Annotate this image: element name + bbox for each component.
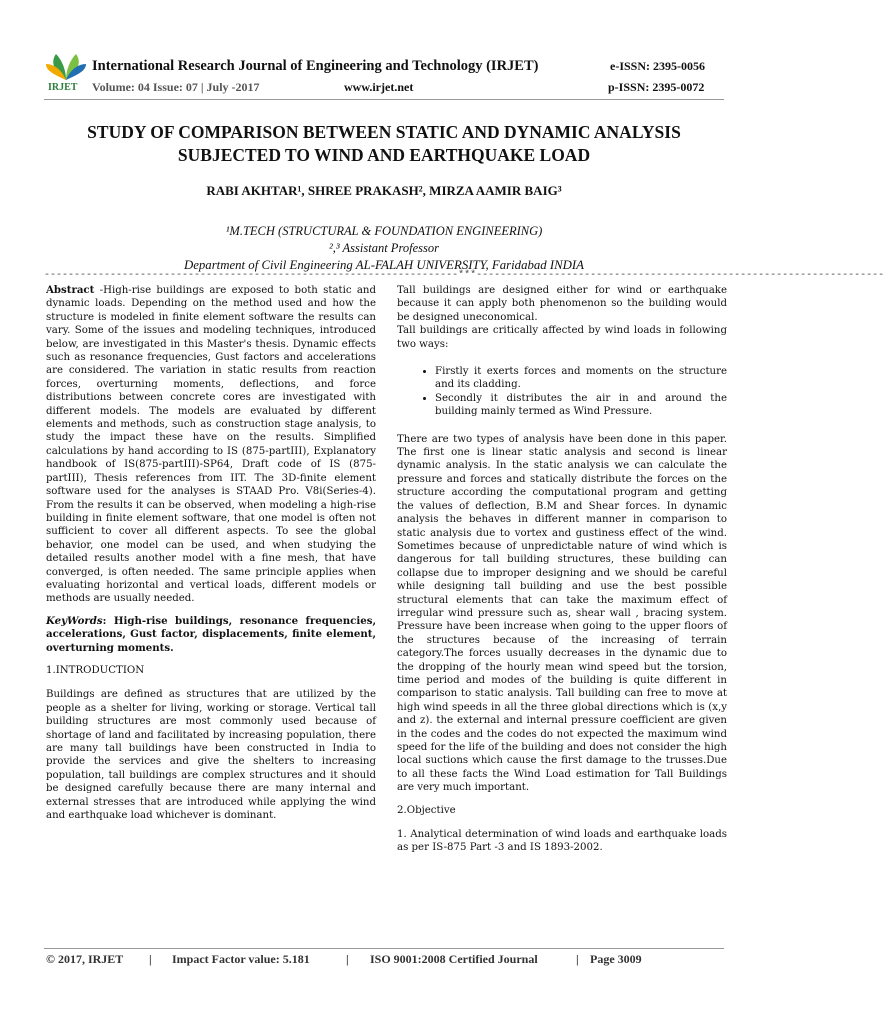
header-divider (44, 99, 724, 100)
footer-divider (44, 948, 724, 949)
journal-title: International Research Journal of Engineering and Technology (IRJET) (92, 58, 539, 74)
left-column (46, 284, 376, 831)
section-heading-objective: 2.Objective (397, 804, 456, 816)
paper-title-line: STUDY OF COMPARISON BETWEEN STATIC AND DYNAMIC ANALYSIS (87, 122, 681, 142)
p-issn: p-ISSN: 2395-0072 (608, 80, 705, 94)
footer-divider-bar: | (149, 952, 152, 966)
paper-title-line: SUBJECTED TO WIND AND EARTHQUAKE LOAD (177, 145, 591, 165)
keywords-label: KeyWords (46, 614, 103, 627)
paper-authors: RABI AKHTAR¹, SHREE PRAKASH², MIRZA AAMIR BAIG³ (206, 183, 562, 198)
leaf-logo-icon (44, 52, 88, 82)
affiliation-line: Department of Civil Engineering AL-FALAH UNIVERSITY, Faridabad INDIA (183, 258, 584, 272)
logo-text: IRJET (48, 82, 78, 93)
footer-impact-factor: Impact Factor value: 5.181 (172, 952, 310, 966)
right-column (397, 284, 727, 864)
footer-divider-bar: | (346, 952, 349, 966)
abstract (46, 284, 376, 606)
affiliation-line: ²,³ Assistant Professor (329, 241, 439, 255)
introduction-text: Buildings are defined as structures that are utilized by the people as a shelter for living, working or storage. Vertical tall building structures are most commonly used because of shortage of land and facilitated by increasing population, there are many tall buildings have been constructed in India to provide the services and give the shelters to increasing population, tall buildings are complex structures and it should be designed carefully because there are many internal and external stresses that are introduced while applying the wind and earthquake load whichever is dominant. (46, 689, 376, 822)
list-item: • Firstly it exerts forces and moments on the structure and its cladding. (435, 365, 727, 392)
paper-title (40, 121, 728, 167)
keywords (46, 615, 376, 655)
footer-divider-bar: | (576, 952, 579, 966)
footer-iso: ISO 9001:2008 Certified Journal (370, 952, 538, 966)
keywords-text: : High-rise buildings, resonance frequencies, accelerations, Gust factor, displacements, finite element, overturning moments. (46, 614, 376, 654)
list-item: • Secondly it distributes the air in and around the building mainly termed as Wind Pressure. (435, 392, 727, 419)
affiliation-line: ¹M.TECH (STRUCTURAL & FOUNDATION ENGINEERING) (225, 224, 543, 238)
bullet-list (397, 365, 727, 419)
abstract-label: Abstract (46, 284, 95, 296)
paragraph: Tall buildings are designed either for wind or earthquake because it can apply both phenomenon so the building would be designed uneconomical. (397, 285, 727, 323)
e-issn: e-ISSN: 2395-0056 (610, 59, 705, 73)
irjet-logo (44, 52, 88, 98)
section-separator: ---------------------------------------------------------------------***-------------------------------------------------------------------- (44, 270, 884, 281)
footer-copyright: © 2017, IRJET (46, 952, 124, 966)
abstract-text: -High-rise buildings are exposed to both static and dynamic loads. Depending on the method used and how the structure is modeled in finite element software the results can vary. Some of the issues and modeling techniques, introduced below, are investigated in this Master's thesis. Dynamic effects such as resonance frequencies, Gust factors and accelerations are considered. The variation in static results from reaction forces, overturning moments, deflections, and force distributions between concrete cores are investigated with different models. The models are evaluated by different elements and methods, such as construction stage analysis, to study the impact these have on the results. Simplified calculations by hand according to IS (875-partIII), Explanatory handbook of IS(875-partIII)-SP64, Draft code of IS (875-partIII), Thesis references from IIT. The 3D-finite element software used for the analyses is STAAD Pro. V8i(Series-4). From the results it can be observed, when modeling a high-rise building in finite element software, that one model is often not sufficient to cover all different aspects. To see the global behavior, one model can be used, and when studying the detailed results another model with a fine mesh, that have converged, is often needed. The same principle applies when evaluating horizontal and vertical loads, different models or methods are usually needed. (46, 285, 376, 605)
footer-page-number: Page 3009 (590, 952, 642, 966)
journal-header (44, 52, 724, 98)
paragraph: Tall buildings are critically affected by wind loads in following two ways: (397, 325, 727, 350)
journal-website: www.irjet.net (344, 80, 414, 94)
paragraph: There are two types of analysis have been done in this paper. The first one is linear static analysis and second is linear dynamic analysis. In the static analysis we can calculate the pressure and forces and statically distribute the forces on the structure according the computational program and getting the values of deflection, B.M and Shear forces. In dynamic analysis the behaves in different manner in comparison to static analysis due to vortex and gustiness effect of the wind. Sometimes because of unpredictable nature of wind which is dangerous for tall building structures, these building can collapse due to improper designing and we should be careful while designing tall building and use the best possible structural elements that can take the maximum effect of irregular wind pressure such as, shear wall , bracing system. Pressure have been increase when going to the upper floors of the structures because of the increasing of terrain category.The forces usually decreases in the dynamic due to the dropping of the hourly mean wind speed but the torsion, time period and modes of the building is quite different in comparison to static analysis. Tall building can free to move at high wind speeds in all the three global directions which is (x,y and z). the external and internal pressure coefficient are given in the codes and the codes do not expected the maximum wind speed for the life of the building and does not consider the high local suctions which cause the first damage to the trusses.Due to all these facts the Wind Load estimation for Tall Buildings are very much important. (397, 433, 727, 794)
section-heading-introduction: 1.INTRODUCTION (46, 664, 145, 676)
objective-text: 1. Analytical determination of wind loads and earthquake loads as per IS-875 Part -3 and IS 1893-2002. (397, 829, 727, 854)
volume-issue: Volume: 04 Issue: 07 | July -2017 (92, 80, 260, 94)
